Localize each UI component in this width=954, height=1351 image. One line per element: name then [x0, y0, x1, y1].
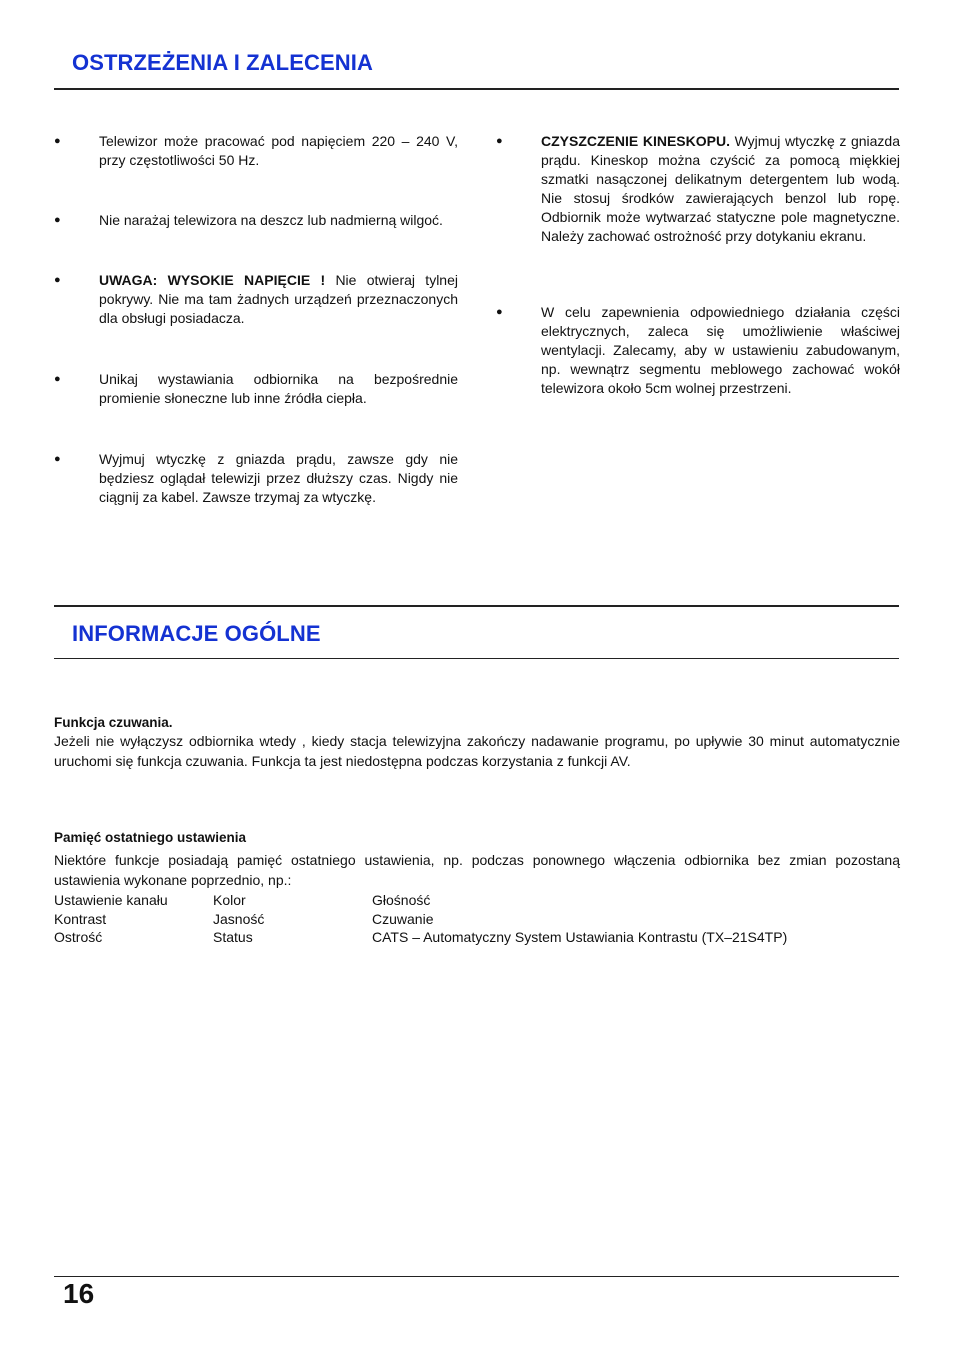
- list-item: [54, 132, 458, 170]
- memory-text: Niektóre funkcje posiadają pamięć ostatniego ustawienia, np. podczas ponownego włączenia odbiornika bez zmian pozostaną ustawienia wykonane poprzednio, np.:: [54, 852, 900, 888]
- section-divider: [54, 605, 899, 607]
- bullet-dot-icon: ●: [54, 453, 61, 465]
- item-text: W celu zapewnienia odpowiedniego działania części elektrycznych, zaleca się umożliwienie właściwej wentylacji. Zalecamy, aby w ustawieniu zabudowanym, np. wewnątrz segmentu meblowego zachować wokół telewizora około 5cm wolnej przestrzeni.: [541, 304, 900, 396]
- table-cell: Czuwanie: [372, 910, 434, 927]
- bullet-dot-icon: ●: [496, 306, 503, 318]
- list-item: [496, 303, 900, 398]
- standby-info: [54, 713, 900, 771]
- table-cell: Głośność: [372, 892, 431, 908]
- page-number: 16: [63, 1278, 95, 1309]
- list-item: [54, 370, 458, 408]
- list-item: [54, 211, 458, 230]
- bullet-dot-icon: ●: [54, 373, 61, 385]
- bullet-dot-icon: ●: [54, 214, 61, 226]
- table-cell: Status: [213, 929, 253, 946]
- table-cell: Jasność: [213, 910, 265, 927]
- table-cell: Ustawienie kanału: [54, 892, 168, 908]
- bullet-dot-icon: ●: [496, 135, 503, 147]
- item-text: Unikaj wystawiania odbiornika na bezpośrednie promienie słoneczne lub inne źródła ciepła.: [99, 371, 458, 406]
- section-divider: [54, 658, 899, 659]
- section-title-warnings: OSTRZEŻENIA I ZALECENIA: [72, 50, 373, 75]
- memory-heading: Pamięć ostatniego ustawienia: [54, 830, 247, 845]
- item-text: Wyjmuj wtyczkę z gniazda prądu. Kineskop można czyścić za pomocą miękkiej szmatki nasączonej delikatnym detergentem lub wodą. Nie stosuj środków zawierających benzol lub ropę. Odbiornik może wytwarzać statyczne pole magnetyczne. Należy zachować ostrożność przy dotykaniu ekranu.: [541, 133, 900, 244]
- table-cell: Kontrast: [54, 910, 107, 927]
- item-text: Wyjmuj wtyczkę z gniazda prądu, zawsze gdy nie będziesz oglądał telewizji przez dłuższy czas. Nigdy nie ciągnij za kabel. Zawsze trzymaj za wtyczkę.: [99, 451, 458, 505]
- standby-heading: Funkcja czuwania.: [54, 715, 173, 730]
- list-item: [54, 271, 458, 328]
- item-bold-label: CZYSZCZENIE KINESKOPU.: [541, 133, 730, 149]
- section-title-general: INFORMACJE OGÓLNE: [72, 621, 321, 646]
- bullet-dot-icon: ●: [54, 274, 61, 286]
- bullet-dot-icon: ●: [54, 135, 61, 147]
- list-item: [496, 132, 900, 246]
- section-divider: [54, 88, 899, 90]
- item-bold-label: UWAGA: WYSOKIE NAPIĘCIE !: [99, 272, 326, 288]
- table-cell: Kolor: [213, 892, 246, 908]
- table-cell: Ostrość: [54, 929, 103, 946]
- standby-text: Jeżeli nie wyłączysz odbiornika wtedy , kiedy stacja telewizyjna zakończy nadawanie programu, po upływie 30 minut automatycznie uruchomi się funkcja czuwania. Funkcja ta jest niedostępna podczas korzystania z funkcji AV.: [54, 733, 900, 769]
- table-cell: CATS – Automatyczny System Ustawiania Kontrastu (TX–21S4TP): [372, 929, 788, 946]
- memory-info: [54, 828, 900, 890]
- footer-divider: [54, 1276, 899, 1277]
- item-text: Nie otwieraj tylnej pokrywy. Nie ma tam żadnych urządzeń przeznaczonych dla obsługi posiadacza.: [99, 272, 458, 326]
- item-text: Telewizor może pracować pod napięciem 220 – 240 V, przy częstotliwości 50 Hz.: [99, 133, 458, 168]
- list-item: [54, 450, 458, 507]
- item-text: Nie narażaj telewizora na deszcz lub nadmierną wilgoć.: [99, 212, 443, 228]
